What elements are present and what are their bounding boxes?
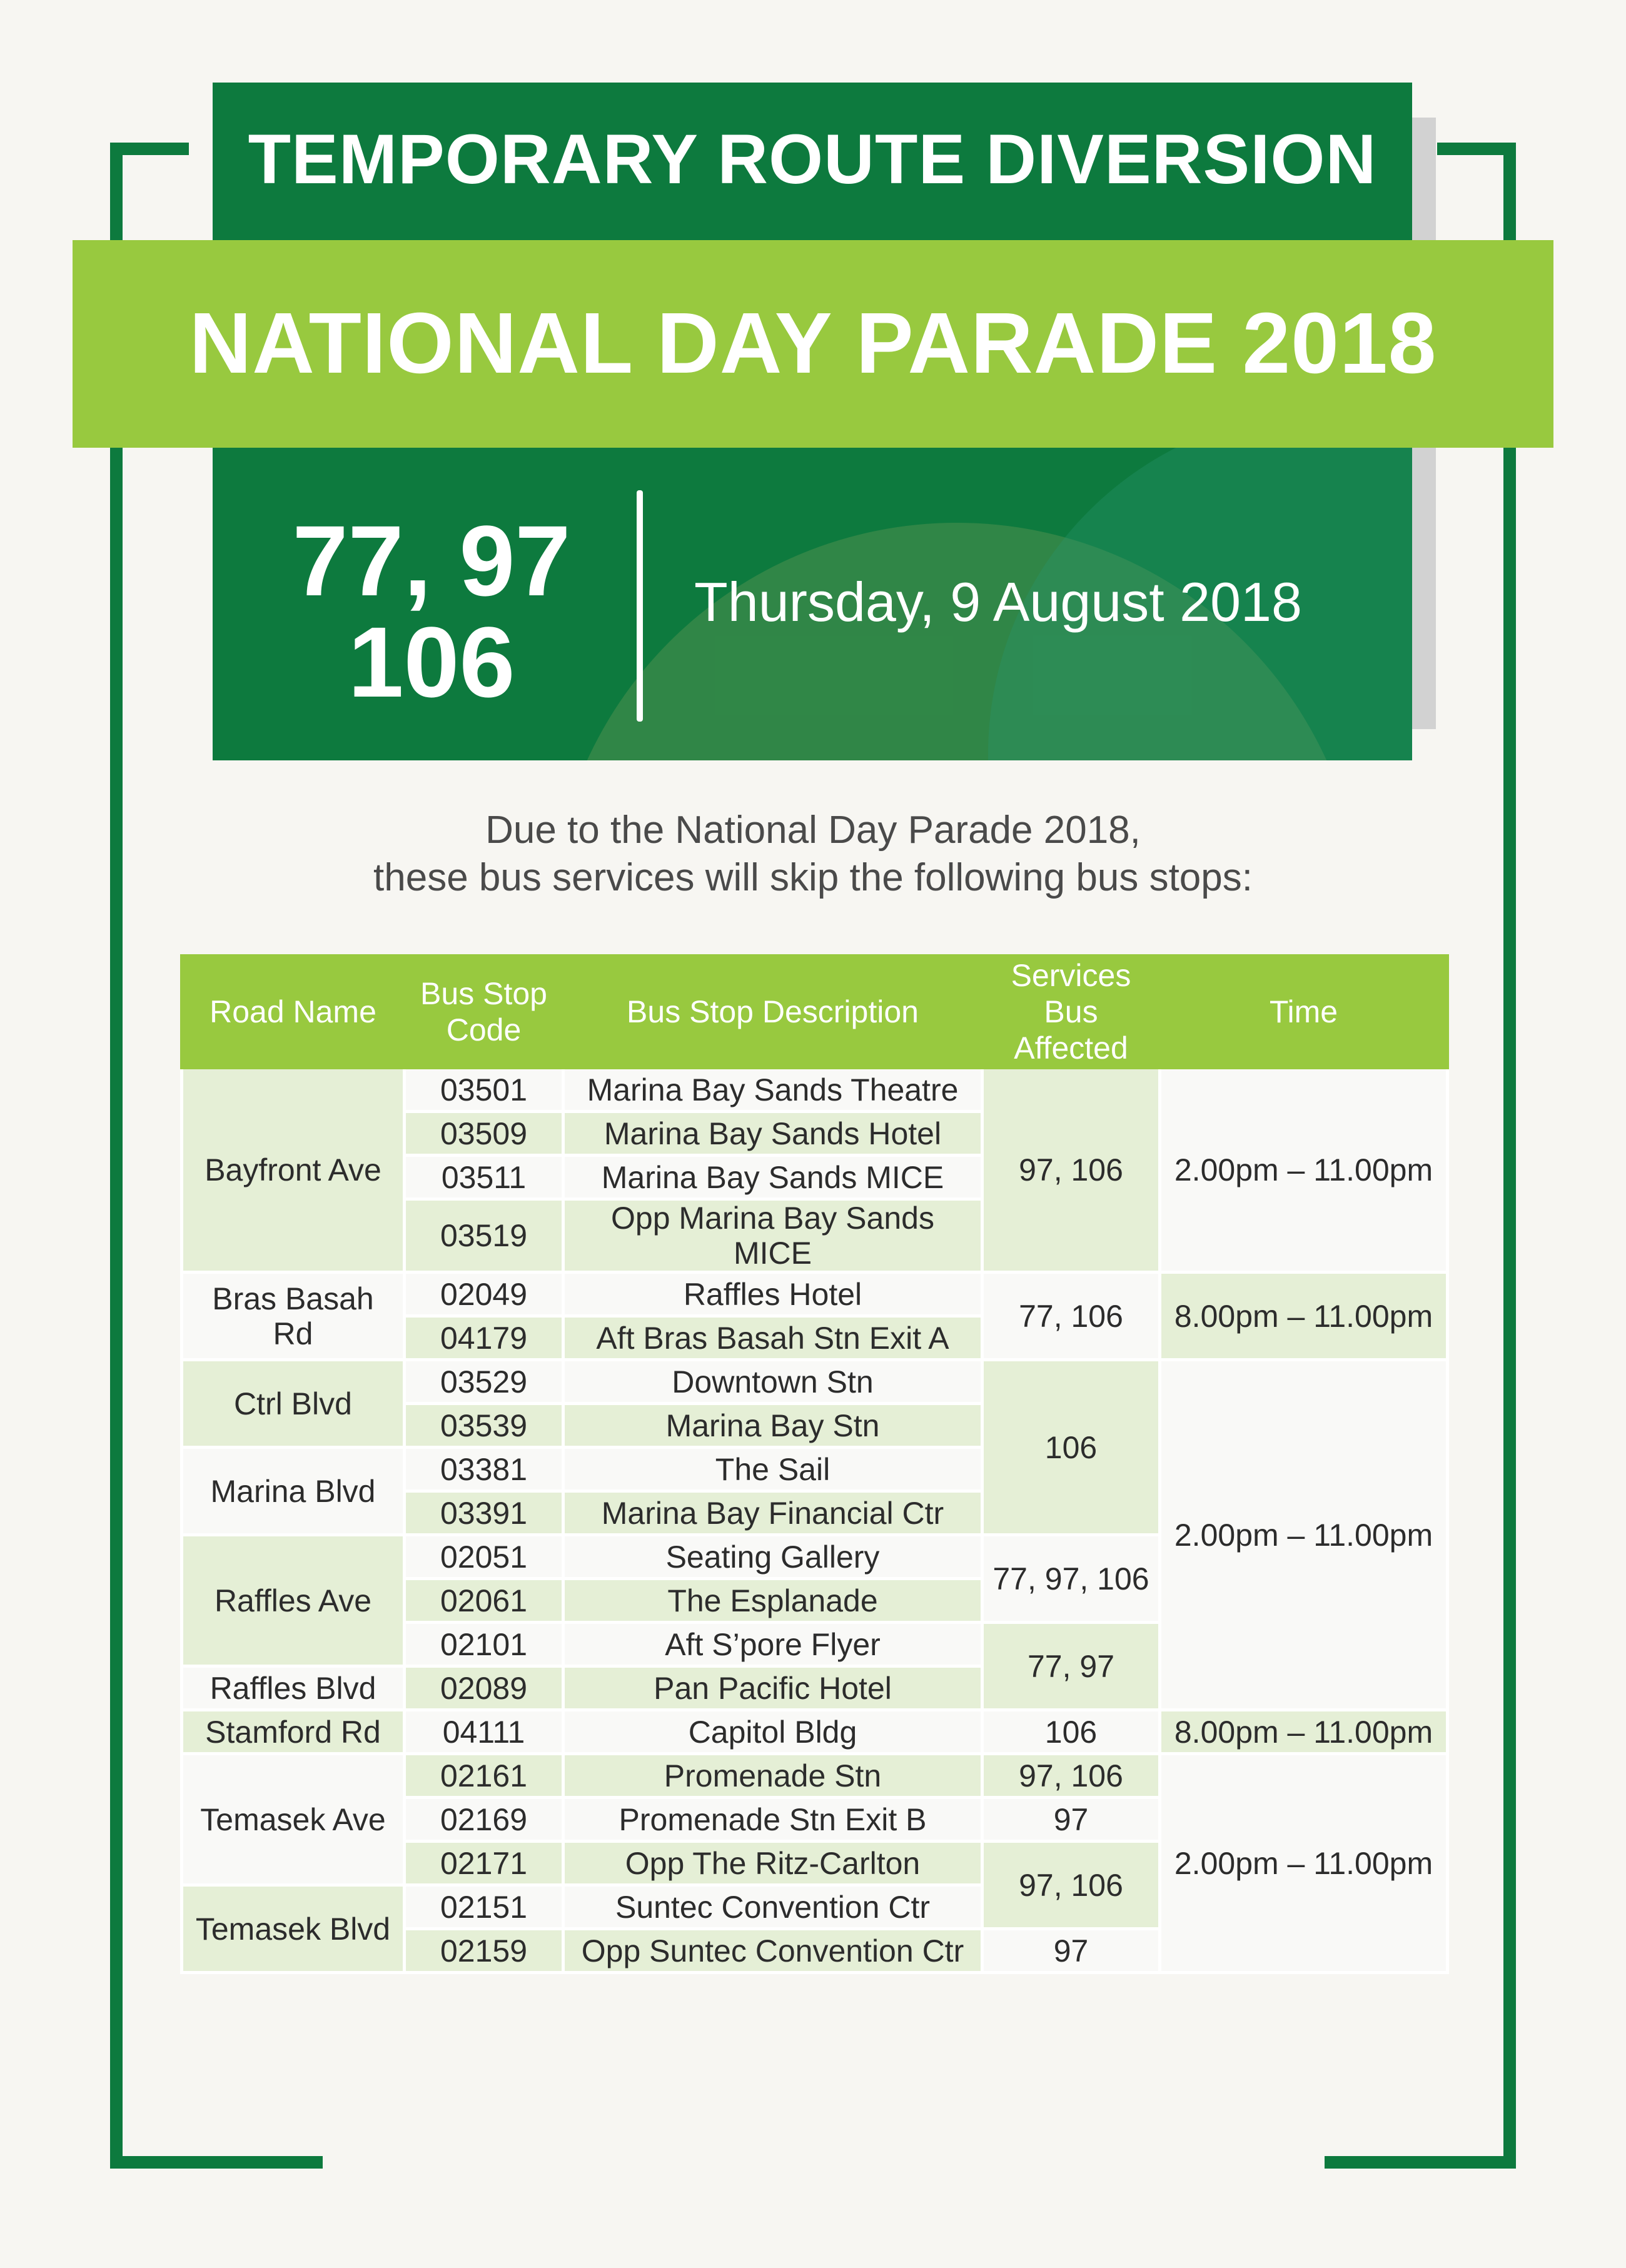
stop-code-cell: 02159 xyxy=(405,1929,563,1973)
route-divider xyxy=(637,490,643,722)
stop-code-cell: 02161 xyxy=(405,1754,563,1798)
stop-code-cell: 04179 xyxy=(405,1316,563,1360)
road-name-cell: Temasek Ave xyxy=(182,1754,405,1885)
stop-description-cell: Marina Bay Sands MICE xyxy=(563,1156,982,1199)
stop-code-cell: 03511 xyxy=(405,1156,563,1199)
stop-description-cell: Promenade Stn Exit B xyxy=(563,1798,982,1842)
time-cell: 2.00pm – 11.00pm xyxy=(1160,1754,1448,1973)
stop-code-cell: 02061 xyxy=(405,1579,563,1623)
header-code-line2: Code xyxy=(446,1012,522,1047)
header-services-line2: Bus Affected xyxy=(1014,994,1128,1066)
bus-stop-table xyxy=(180,954,1449,1974)
table-header-row xyxy=(182,956,1448,1068)
stop-description-cell: Raffles Hotel xyxy=(563,1273,982,1316)
stop-code-cell: 02101 xyxy=(405,1623,563,1666)
services-cell: 77, 97 xyxy=(982,1623,1160,1710)
services-cell: 97, 106 xyxy=(982,1754,1160,1798)
services-cell: 77, 106 xyxy=(982,1273,1160,1360)
header-description: Bus Stop Description xyxy=(563,956,982,1068)
stop-description-cell: The Sail xyxy=(563,1448,982,1491)
stop-description-cell: Aft Bras Basah Stn Exit A xyxy=(563,1316,982,1360)
services-cell: 77, 97, 106 xyxy=(982,1535,1160,1623)
stop-code-cell: 02171 xyxy=(405,1842,563,1885)
stop-description-cell: Marina Bay Stn xyxy=(563,1404,982,1448)
stop-description-cell: The Esplanade xyxy=(563,1579,982,1623)
frame-top-left xyxy=(110,143,189,155)
frame-bottom-right xyxy=(1325,2156,1516,2169)
diversion-date: Thursday, 9 August 2018 xyxy=(694,571,1302,633)
header-services xyxy=(982,956,1160,1068)
road-name-cell: Raffles Ave xyxy=(182,1535,405,1666)
stop-description-cell: Seating Gallery xyxy=(563,1535,982,1579)
stop-description-cell: Marina Bay Sands Theatre xyxy=(563,1068,982,1112)
stop-description-cell: Opp Suntec Convention Ctr xyxy=(563,1929,982,1973)
header-services-line1: Services xyxy=(1011,958,1131,993)
stop-description-cell: Opp The Ritz-Carlton xyxy=(563,1842,982,1885)
time-cell: 8.00pm – 11.00pm xyxy=(1160,1710,1448,1754)
header-time: Time xyxy=(1160,956,1448,1068)
stop-code-cell: 02151 xyxy=(405,1885,563,1929)
services-cell: 97, 106 xyxy=(982,1068,1160,1273)
stop-description-cell: Opp Marina Bay Sands MICE xyxy=(563,1199,982,1273)
header-road-name: Road Name xyxy=(182,956,405,1068)
route-numbers xyxy=(269,505,594,718)
table-row xyxy=(182,1360,1448,1404)
stop-code-cell: 03391 xyxy=(405,1491,563,1535)
page-title: TEMPORARY ROUTE DIVERSION xyxy=(248,120,1377,198)
stop-code-cell: 02089 xyxy=(405,1666,563,1710)
road-name-cell: Ctrl Blvd xyxy=(182,1360,405,1448)
stop-code-cell: 02049 xyxy=(405,1273,563,1316)
table-row xyxy=(182,1273,1448,1316)
intro-text xyxy=(125,807,1501,902)
stop-description-cell: Pan Pacific Hotel xyxy=(563,1666,982,1710)
route-numbers-line1: 77, 97 xyxy=(292,505,571,617)
intro-line2: these bus services will skip the following bus stops: xyxy=(373,856,1253,899)
services-cell: 106 xyxy=(982,1360,1160,1535)
stop-code-cell: 03381 xyxy=(405,1448,563,1491)
stop-code-cell: 04111 xyxy=(405,1710,563,1754)
services-cell: 97, 106 xyxy=(982,1842,1160,1929)
road-name-cell: Bayfront Ave xyxy=(182,1068,405,1273)
road-name-cell: Temasek Blvd xyxy=(182,1885,405,1973)
stop-description-cell: Aft S’pore Flyer xyxy=(563,1623,982,1666)
table-row xyxy=(182,1754,1448,1798)
stop-description-cell: Suntec Convention Ctr xyxy=(563,1885,982,1929)
stop-code-cell: 02169 xyxy=(405,1798,563,1842)
stop-code-cell: 03539 xyxy=(405,1404,563,1448)
road-name-cell: Stamford Rd xyxy=(182,1710,405,1754)
stop-code-cell: 03509 xyxy=(405,1112,563,1156)
frame-top-right xyxy=(1437,143,1516,155)
road-name-cell: Marina Blvd xyxy=(182,1448,405,1535)
time-cell: 2.00pm – 11.00pm xyxy=(1160,1068,1448,1273)
route-numbers-line2: 106 xyxy=(348,606,515,718)
stop-code-cell: 03519 xyxy=(405,1199,563,1273)
route-panel xyxy=(213,448,1412,760)
stop-code-cell: 03529 xyxy=(405,1360,563,1404)
stop-description-cell: Downtown Stn xyxy=(563,1360,982,1404)
time-cell: 2.00pm – 11.00pm xyxy=(1160,1360,1448,1710)
services-cell: 97 xyxy=(982,1929,1160,1973)
table-row xyxy=(182,1710,1448,1754)
event-title: NATIONAL DAY PARADE 2018 xyxy=(189,295,1437,391)
frame-bottom-left xyxy=(110,2156,323,2169)
stop-description-cell: Promenade Stn xyxy=(563,1754,982,1798)
road-name-cell: Raffles Blvd xyxy=(182,1666,405,1710)
services-cell: 97 xyxy=(982,1798,1160,1842)
time-cell: 8.00pm – 11.00pm xyxy=(1160,1273,1448,1360)
services-cell: 106 xyxy=(982,1710,1160,1754)
stop-description-cell: Marina Bay Financial Ctr xyxy=(563,1491,982,1535)
header-bus-stop-code xyxy=(405,956,563,1068)
header-code-line1: Bus Stop xyxy=(420,976,547,1011)
stop-description-cell: Capitol Bldg xyxy=(563,1710,982,1754)
stop-code-cell: 03501 xyxy=(405,1068,563,1112)
table-row xyxy=(182,1068,1448,1112)
intro-line1: Due to the National Day Parade 2018, xyxy=(485,809,1141,852)
stop-description-cell: Marina Bay Sands Hotel xyxy=(563,1112,982,1156)
stop-code-cell: 02051 xyxy=(405,1535,563,1579)
road-name-cell: Bras Basah Rd xyxy=(182,1273,405,1360)
